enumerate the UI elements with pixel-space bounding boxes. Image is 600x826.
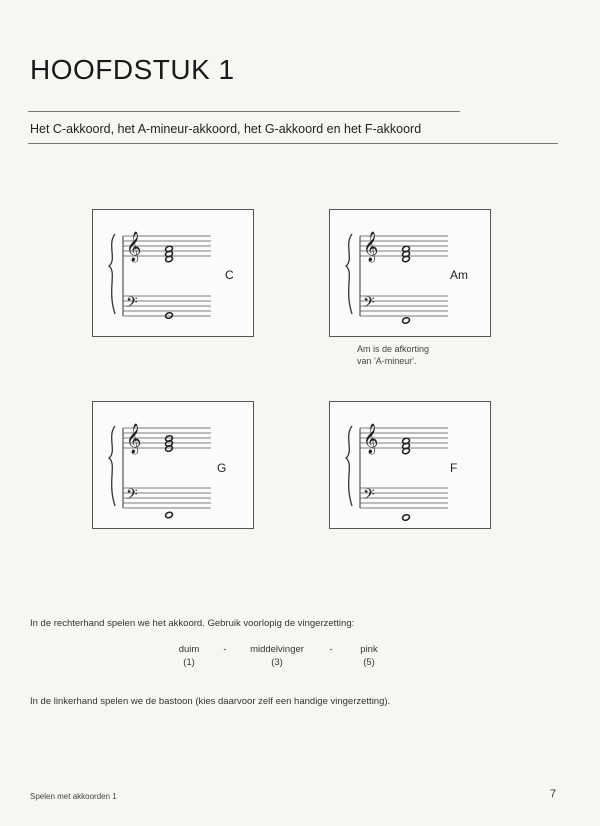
chapter-title: HOOFDSTUK 1 bbox=[30, 54, 235, 85]
finger-names-row bbox=[170, 644, 388, 655]
finger-numbers-row bbox=[170, 657, 388, 668]
am-footnote-line2: van 'A-mineur'. bbox=[357, 356, 417, 366]
chord-label-c: C bbox=[225, 268, 234, 282]
chord-label-am: Am bbox=[450, 268, 468, 282]
bass-note bbox=[402, 317, 411, 324]
bass-clef-icon: 𝄢 bbox=[126, 294, 138, 315]
grand-staff-f bbox=[330, 402, 492, 530]
chord-label-f: F bbox=[450, 461, 458, 475]
treble-clef-icon: 𝄞 bbox=[363, 424, 379, 454]
finger-separator: - bbox=[329, 644, 333, 655]
chord-diagram-f bbox=[329, 401, 491, 529]
left-hand-instruction: In de linkerhand spelen we de bastoon (kies daarvoor zelf een handige vingerzetting). bbox=[30, 696, 391, 707]
treble-clef-icon: 𝄞 bbox=[363, 232, 379, 262]
grand-staff-g bbox=[93, 402, 255, 530]
finger-name-thumb: duim bbox=[178, 644, 200, 655]
finger-number-pinky: (5) bbox=[363, 657, 375, 668]
bass-note bbox=[165, 312, 174, 319]
bass-note bbox=[165, 511, 174, 518]
am-footnote-line1: Am is de afkorting bbox=[357, 344, 430, 354]
footer-book-title: Spelen met akkoorden 1 bbox=[30, 792, 117, 801]
finger-name-middle: middelvinger bbox=[250, 644, 304, 655]
chord-diagram-g bbox=[92, 401, 254, 529]
chord-diagram-am bbox=[329, 209, 491, 337]
bass-clef-icon: 𝄢 bbox=[363, 486, 375, 507]
bass-clef-icon: 𝄢 bbox=[363, 294, 375, 315]
chord-diagram-c bbox=[92, 209, 254, 337]
finger-separator: - bbox=[223, 644, 227, 655]
right-hand-instruction: In de rechterhand spelen we het akkoord. Gebruik voorlopig de vingerzetting: bbox=[30, 618, 355, 629]
subtitle-divider bbox=[28, 143, 558, 144]
page-number: 7 bbox=[550, 788, 557, 800]
bass-note bbox=[402, 514, 411, 521]
chord-label-g: G bbox=[217, 461, 227, 475]
bass-clef-icon: 𝄢 bbox=[126, 486, 138, 507]
treble-clef-icon: 𝄞 bbox=[126, 424, 142, 454]
title-divider bbox=[28, 111, 460, 112]
treble-clef-icon: 𝄞 bbox=[126, 232, 142, 262]
chapter-subtitle: Het C-akkoord, het A-mineur-akkoord, het G-akkoord en het F-akkoord bbox=[30, 122, 422, 136]
finger-number-middle: (3) bbox=[271, 657, 283, 668]
finger-number-thumb: (1) bbox=[183, 657, 195, 668]
finger-name-pinky: pink bbox=[360, 644, 378, 655]
am-footnote bbox=[357, 343, 429, 367]
